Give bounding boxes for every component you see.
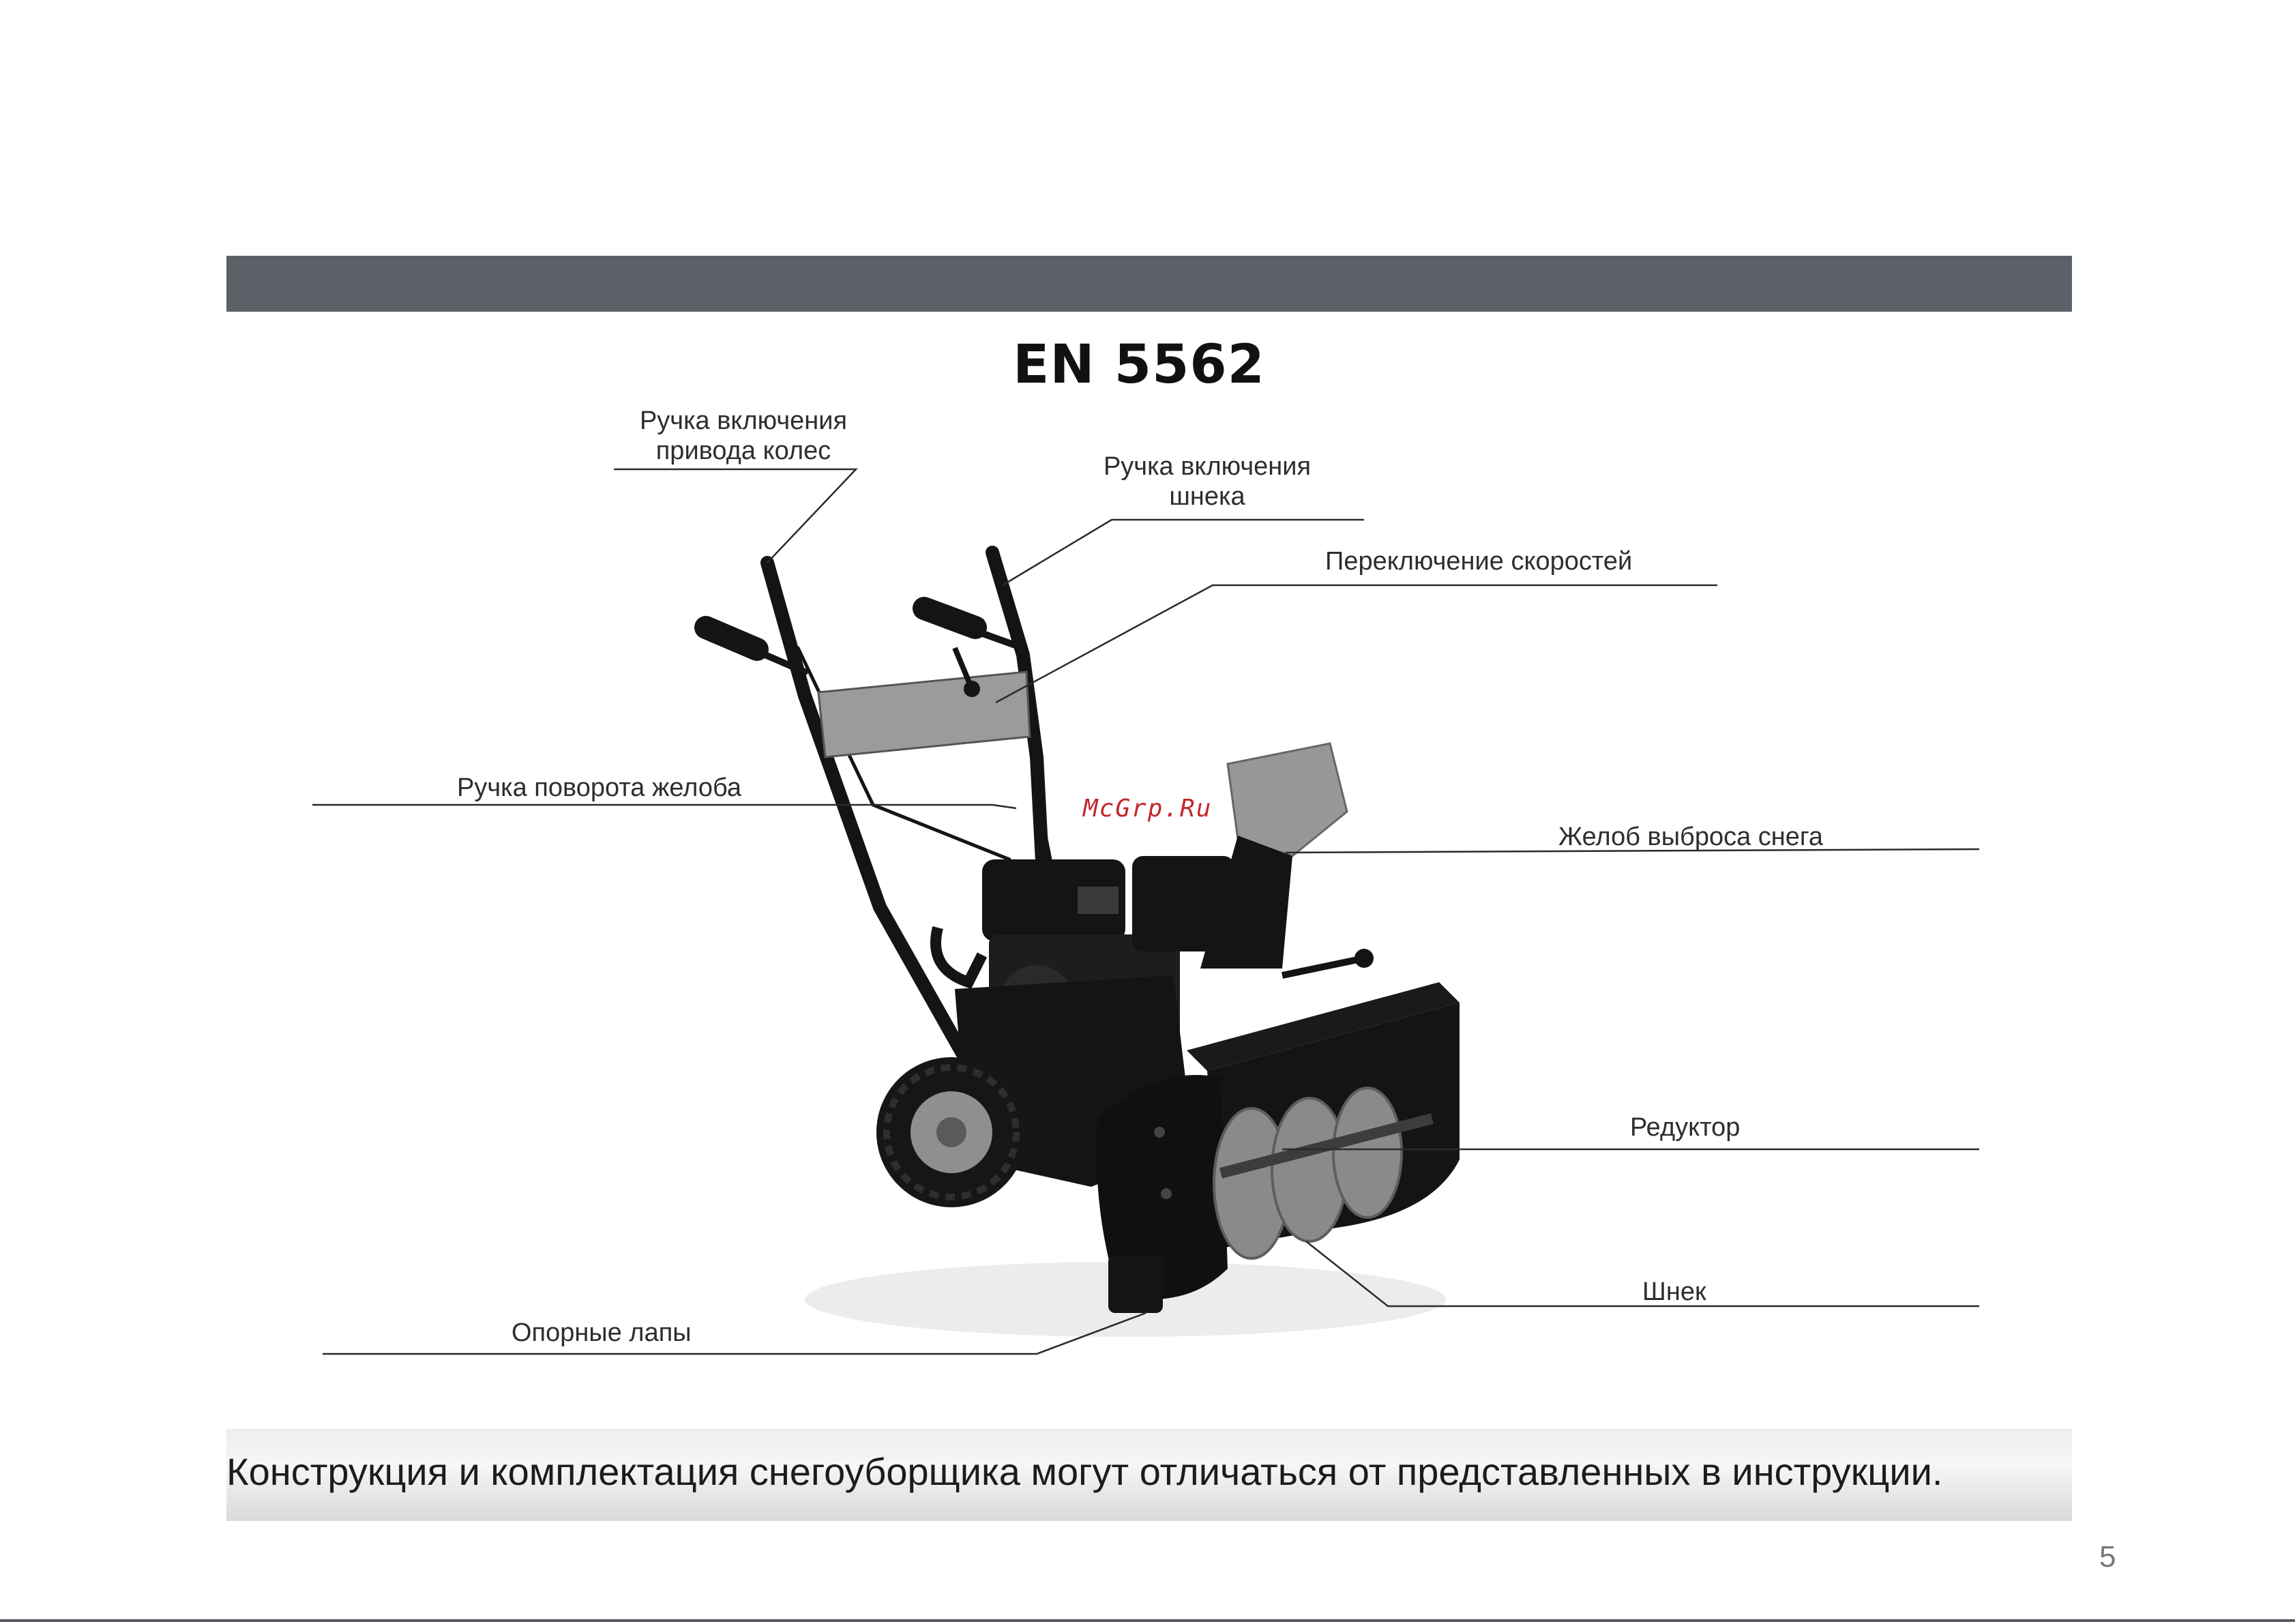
- support-skid: [1108, 1255, 1163, 1313]
- callout-gearbox: Редуктор: [1630, 1113, 1741, 1142]
- watermark: McGrp.Ru: [1083, 795, 1213, 823]
- engine-label-plate: [1078, 887, 1119, 914]
- side-plate-rivet: [1161, 1188, 1172, 1199]
- callout-support-skids: Опорные лапы: [512, 1318, 692, 1347]
- callout-wheel-drive-handle-line2: привода колес: [655, 437, 831, 465]
- handle-grips: [706, 608, 1023, 672]
- callout-speed-switch: Переключение скоростей: [1325, 547, 1633, 576]
- side-plate-rivet: [1154, 1127, 1165, 1138]
- footer-note: Конструкция и комплектация снегоуборщика могут отличаться от представленных в инструкции.: [226, 1450, 1943, 1493]
- callout-wheel-drive-handle-line1: Ручка включения: [639, 407, 848, 435]
- engine-handle-loop: [936, 928, 982, 982]
- chute-crank-knob: [1354, 949, 1374, 968]
- callout-chute-rotation-handle: Ручка поворота желоба: [457, 773, 742, 802]
- leader-line-chute-rotation-handle: [312, 805, 1016, 808]
- model-title: EN 5562: [1013, 334, 1265, 396]
- control-panel: [818, 672, 1030, 757]
- right-grip: [924, 608, 975, 628]
- callout-auger-handle-line1: Ручка включения: [1103, 452, 1312, 481]
- bottom-rule: [0, 1619, 2295, 1622]
- callout-discharge-chute: Желоб выброса снега: [1558, 823, 1824, 851]
- callout-auger: Шнек: [1642, 1278, 1706, 1306]
- leader-line-discharge-chute: [1286, 849, 1979, 853]
- leader-line-auger-handle: [1003, 520, 1364, 585]
- leader-line-speed-switch: [996, 585, 1717, 703]
- leader-line-wheel-drive-handle: [614, 469, 856, 563]
- left-grip: [706, 628, 757, 649]
- callout-auger-handle-line2: шнека: [1169, 482, 1245, 511]
- chute-crank: [1282, 958, 1364, 975]
- auger-blade: [1333, 1088, 1402, 1217]
- page-number: 5: [2099, 1540, 2116, 1574]
- wheel-hub: [936, 1117, 966, 1147]
- left-handle-tube: [767, 563, 968, 1064]
- engine-air-filter: [1132, 856, 1234, 951]
